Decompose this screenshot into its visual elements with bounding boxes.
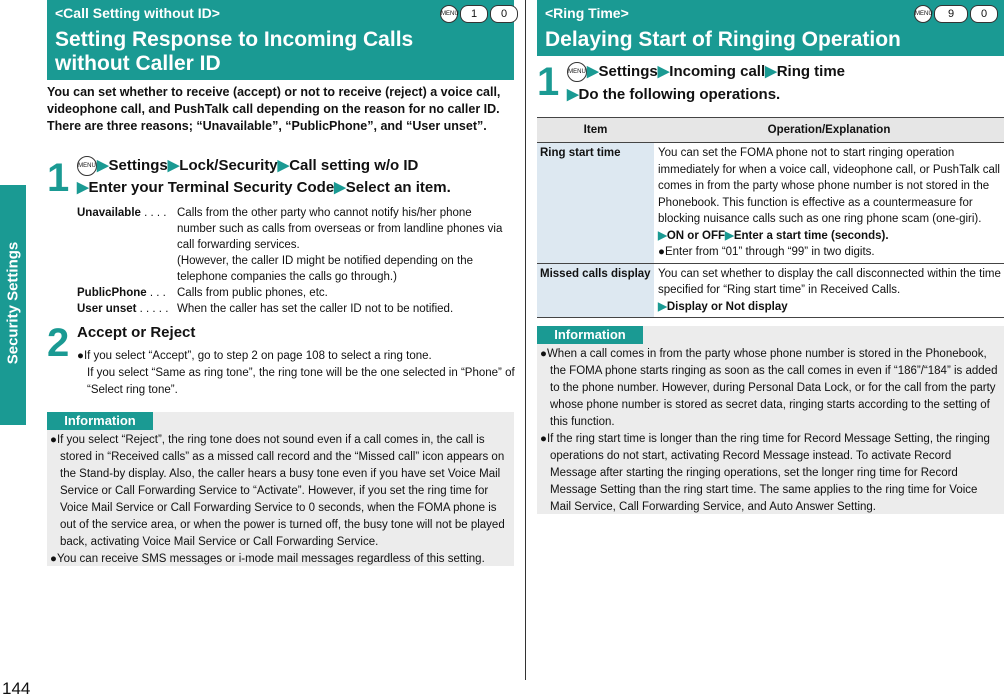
- operation-text: You can set the FOMA phone not to start ringing operation immediately for when a voice call, videophone call, or PushTalk call comes in from the party whose phone number is not stored in the Phonebook. This function is effective as a countermeasure for blocking nuisance calls such as one ring phone scam (one-giri).: [658, 147, 1000, 225]
- bullet-text: If you select “Accept”, go to step 2 on page 108 to select a ring tone.: [83, 350, 432, 362]
- menu-key-icon: MENU: [567, 62, 587, 82]
- left-step1-line1: [77, 155, 418, 177]
- right-key-sequence: [914, 5, 998, 23]
- key-9: 9: [934, 5, 968, 23]
- side-tab-label: Security Settings: [4, 241, 22, 365]
- bullet-continuation: If you select “Same as ring tone”, the ring tone will be the one selected in “Phone” of “Select ring tone”.: [87, 367, 515, 396]
- menu-key-icon: MENU: [77, 156, 97, 176]
- step-text: Ring time: [776, 63, 846, 80]
- definition-dots: . . . .: [140, 207, 167, 219]
- left-header-title-line2: without Caller ID: [55, 52, 221, 75]
- left-header-subtitle: <Call Setting without ID>: [55, 5, 220, 21]
- key-0: 0: [970, 5, 998, 23]
- step-text: Call setting w/o ID: [289, 157, 419, 174]
- definition-row: [77, 301, 517, 317]
- operation-note: Enter from “01” through “99” in two digits.: [664, 246, 875, 258]
- arrow-icon: ▶: [657, 63, 670, 80]
- left-information-box: [47, 412, 514, 566]
- right-header-subtitle: <Ring Time>: [545, 5, 629, 21]
- info-text: If you select “Reject”, the ring tone does not sound even if a call comes in, the call is stored in “Received calls” as a missed call record and the “Missed call” icon appears on the Stand-by display. Also, the caller hears a busy tone even if you have set Voice Mail Service or Call Forwarding Service to “Activate”. However, if you set the ring time for Voice Mail Service or Call Forwarding Service to 0 seconds, when the FOMA phone is out of the service area, or when the power is turned off, the busy tone will not be played back, activating Voice Mail Service or Call Forwarding Service.: [56, 434, 505, 548]
- operation-action: Display or Not display: [666, 300, 788, 313]
- reason-definitions: [77, 205, 517, 317]
- operation-action: Enter a start time (seconds).: [733, 229, 889, 242]
- step-text: Do the following operations.: [578, 86, 781, 103]
- info-text: If the ring start time is longer than the ring time for Record Message Setting, the ringing operations do not start, activating Record Message instead. To activate Record Message after starting the ringing operations, set the longer ring time for Record Message Setting than the ring start time. The same applies to the ring time for Voice Mail Service, Call Forwarding Service, and Auto Answer Setting.: [546, 433, 990, 513]
- step-text: Settings: [598, 63, 658, 80]
- operations-table: [537, 117, 1004, 318]
- definition-desc: Calls from public phones, etc.: [177, 287, 328, 299]
- arrow-icon: ▶: [765, 63, 777, 80]
- bullet-icon: ●: [540, 348, 547, 360]
- arrow-icon: ▶: [567, 86, 579, 103]
- table-cell-item: Ring start time: [537, 143, 654, 264]
- bullet-item: [77, 348, 515, 365]
- definition-term: PublicPhone: [77, 287, 147, 299]
- bullet-icon: ●: [658, 246, 665, 258]
- information-label: Information: [47, 412, 153, 430]
- operation-action: ON or OFF: [666, 229, 725, 242]
- definition-desc: When the caller has set the caller ID not to be notified.: [177, 303, 454, 315]
- arrow-icon: ▶: [97, 157, 109, 174]
- definition-row: [77, 285, 517, 301]
- left-intro-text: You can set whether to receive (accept) or not to receive (reject) a voice call, videophone call, and PushTalk call depending on the reason for no caller ID. There are three reasons; “Unavailable”, “PublicPhone”, and “User unset”.: [47, 85, 501, 133]
- right-information-box: [537, 326, 1004, 514]
- table-row: [537, 263, 1004, 318]
- arrow-icon: ▶: [658, 300, 667, 313]
- definition-dots: . . .: [146, 287, 166, 299]
- step-text: Enter your Terminal Security Code: [88, 179, 335, 196]
- arrow-icon: ▶: [658, 229, 667, 242]
- bullet-icon: ●: [50, 553, 57, 565]
- info-text: When a call comes in from the party whose phone number is stored in the Phonebook, the FOMA phone starts ringing as soon as the call comes in even if “186”/“184” is added to the phone number. However, during Personal Data Lock, or for the call from the party whose phone number is stored as secret data, ringing starts according to the setting of this function.: [546, 348, 998, 428]
- menu-key-icon: MENU: [440, 5, 458, 23]
- arrow-icon: ▶: [277, 157, 290, 174]
- right-header-title: Delaying Start of Ringing Operation: [545, 28, 901, 51]
- info-text: You can receive SMS messages or i-mode mail messages regardless of this setting.: [56, 553, 485, 565]
- table-header-item: Item: [537, 118, 654, 143]
- arrow-icon: ▶: [725, 229, 734, 242]
- definition-row: [77, 205, 517, 285]
- arrow-icon: ▶: [77, 179, 89, 196]
- information-text: [540, 346, 1000, 516]
- definition-term: User unset: [77, 303, 137, 315]
- table-header-row: [537, 118, 1004, 143]
- info-item: [50, 551, 510, 568]
- table-row: [537, 143, 1004, 264]
- left-section-header: [47, 0, 514, 80]
- definition-desc: number such as calls from overseas or from landline phones via: [177, 223, 503, 235]
- right-step1-line1: [567, 61, 845, 83]
- menu-key-icon: MENU: [914, 5, 932, 23]
- left-step2-bullets: [77, 348, 515, 399]
- left-step2-number: 2: [47, 321, 70, 365]
- right-section-header: [537, 0, 1004, 56]
- information-label: Information: [537, 326, 643, 344]
- arrow-icon: ▶: [167, 157, 180, 174]
- column-divider: [525, 0, 526, 680]
- step-text: Lock/Security: [179, 157, 278, 174]
- right-step1-line2: [567, 84, 780, 106]
- definition-desc: call forwarding services.: [177, 239, 300, 251]
- left-key-sequence: [440, 5, 518, 23]
- left-step1-line2: [77, 177, 451, 199]
- bullet-icon: ●: [50, 434, 57, 446]
- key-0: 0: [490, 5, 518, 23]
- table-header-operation: Operation/Explanation: [654, 118, 1004, 143]
- key-1: 1: [460, 5, 488, 23]
- bullet-icon: ●: [77, 350, 84, 362]
- operation-text: You can set whether to display the call disconnected within the time specified for “Ring start time” in Received Calls.: [658, 267, 1001, 296]
- info-item: [540, 346, 1000, 431]
- left-header-title-line1: Setting Response to Incoming Calls: [55, 28, 414, 51]
- right-step1-number: 1: [537, 60, 560, 104]
- info-item: [50, 432, 510, 551]
- bullet-icon: ●: [540, 433, 547, 445]
- side-tab: [0, 185, 26, 425]
- definition-desc: Calls from the other party who cannot notify his/her phone: [177, 207, 472, 219]
- left-step1-number: 1: [47, 156, 70, 200]
- table-cell-operation: [654, 143, 1004, 264]
- step-text: Settings: [108, 157, 168, 174]
- definition-term: Unavailable: [77, 207, 141, 219]
- definition-desc: (However, the caller ID might be notified depending on the: [177, 255, 473, 267]
- step-text: Select an item.: [345, 179, 451, 196]
- information-text: [50, 432, 510, 568]
- info-item: [540, 431, 1000, 516]
- left-step2-text: Accept or Reject: [77, 324, 196, 341]
- definition-desc: telephone companies the calls go through.): [177, 271, 397, 283]
- table-cell-operation: [654, 263, 1004, 318]
- arrow-icon: ▶: [587, 63, 599, 80]
- page-number: 144: [2, 679, 31, 698]
- arrow-icon: ▶: [334, 179, 346, 196]
- table-cell-item: Missed calls display: [537, 263, 654, 318]
- step-text: Incoming call: [669, 63, 766, 80]
- definition-dots: . . . . .: [136, 303, 169, 315]
